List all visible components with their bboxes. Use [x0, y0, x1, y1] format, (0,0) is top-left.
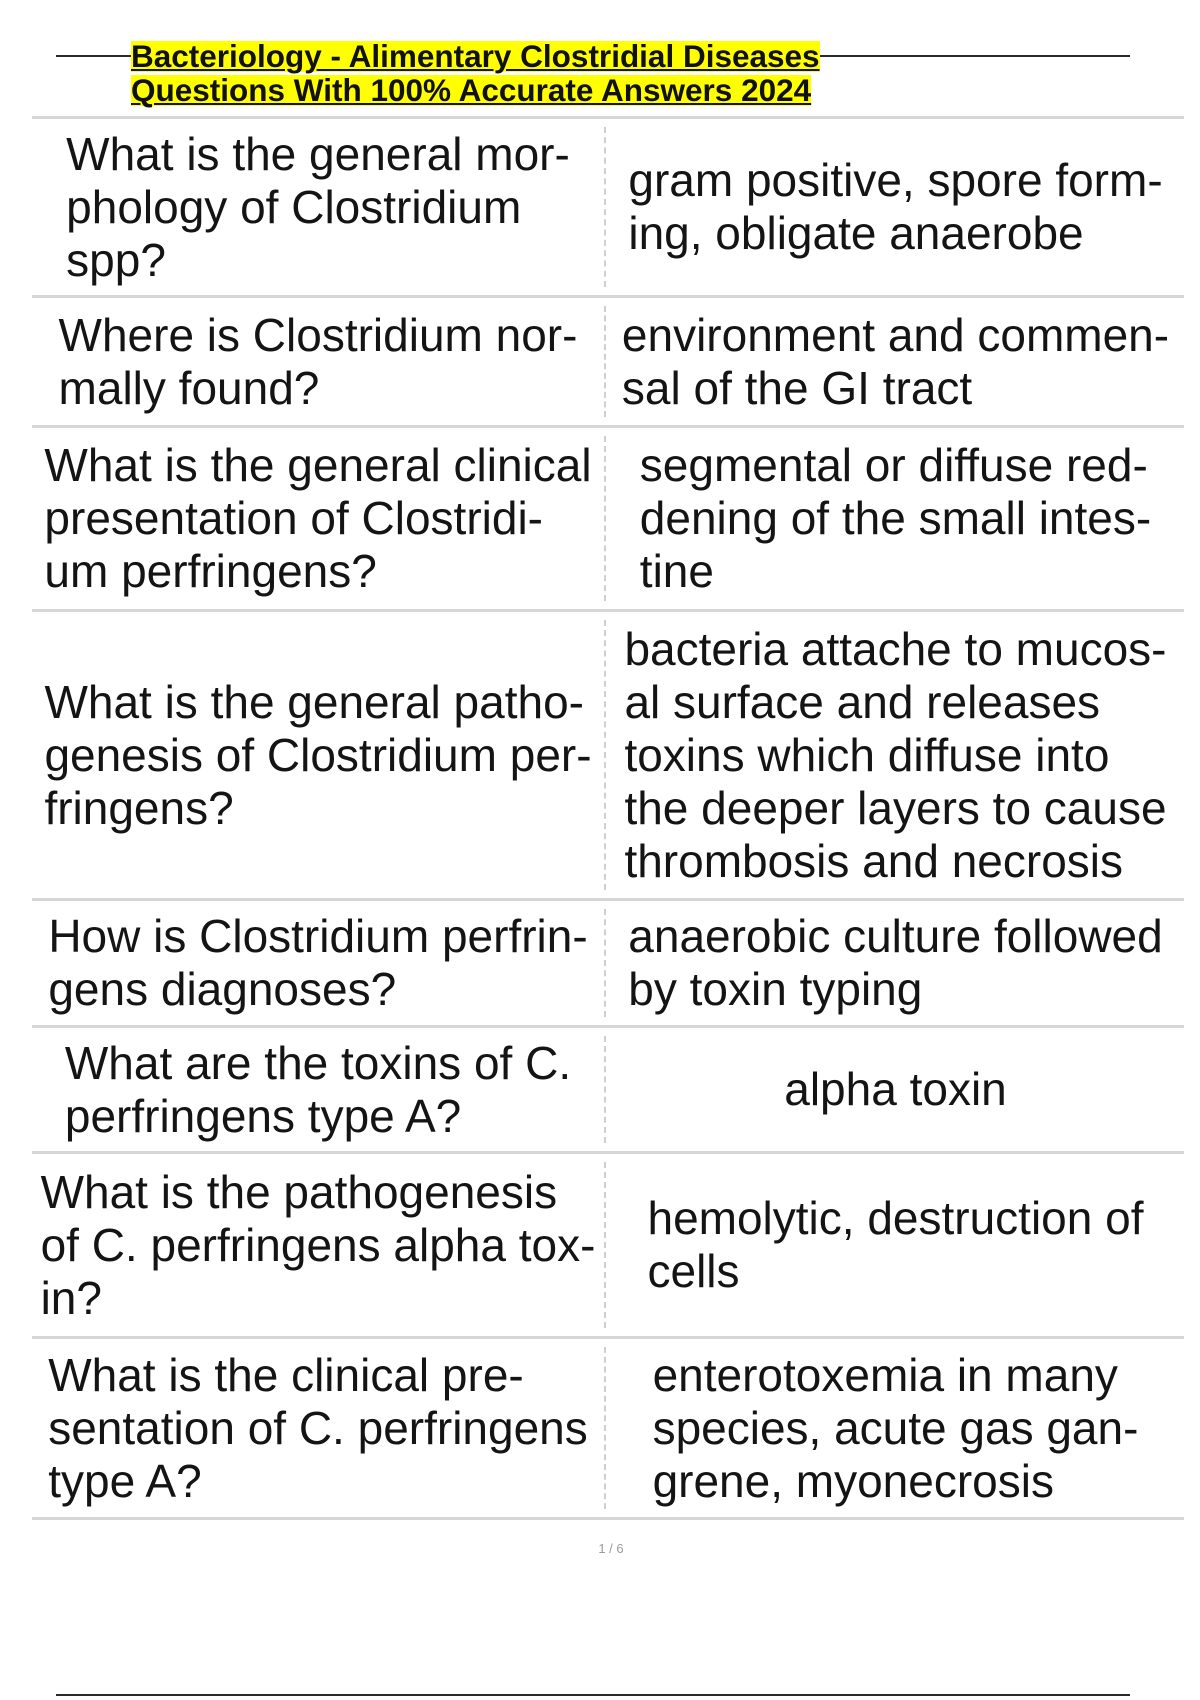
flashcard-row: [32, 428, 1184, 609]
question-line: What is the general mor-: [66, 127, 570, 180]
column-divider: [604, 1347, 606, 1509]
question-line: mally found?: [58, 361, 320, 414]
flashcard-row: [32, 298, 1184, 425]
answer-line: species, acute gas gan-: [652, 1401, 1139, 1454]
answer-cell: [607, 298, 1184, 425]
question-line: of C. perfringens alpha tox-: [40, 1218, 596, 1271]
question-text: [41, 1166, 596, 1325]
answer-cell: [607, 1154, 1184, 1336]
question-text: [59, 309, 578, 415]
question-text: [65, 1037, 571, 1143]
answer-line: the deeper layers to cause: [624, 781, 1167, 834]
question-cell: [32, 901, 604, 1025]
flashcard-row: [32, 1339, 1184, 1517]
question-cell: [32, 119, 604, 295]
answer-cell: [607, 1339, 1184, 1517]
question-cell: [32, 1154, 604, 1336]
column-divider: [604, 1036, 606, 1143]
title-line-text: Bacteriology - Alimentary Clostridial Diseases: [131, 38, 820, 74]
answer-text: [647, 1192, 1143, 1298]
flashcard-row: [32, 1028, 1184, 1151]
question-text: [44, 439, 591, 598]
question-line: What is the pathogenesis: [40, 1165, 558, 1218]
answer-line: by toxin typing: [628, 963, 923, 1015]
flashcard-row: [32, 901, 1184, 1025]
answer-text: [653, 1349, 1139, 1508]
answer-line: alpha toxin: [784, 1063, 1007, 1115]
question-line: fringens?: [44, 781, 234, 834]
row-separator: [32, 1517, 1184, 1520]
question-line: um perfringens?: [44, 545, 377, 597]
flashcard-row: [32, 119, 1184, 295]
question-line: type A?: [48, 1454, 202, 1507]
question-line: presentation of Clostridi-: [44, 492, 543, 544]
answer-cell: [607, 428, 1184, 609]
question-text: [66, 128, 570, 287]
answer-line: al surface and releases: [624, 675, 1101, 728]
question-cell: [32, 1028, 604, 1151]
answer-line: ing, obligate anaerobe: [628, 207, 1084, 259]
footer-rule: [56, 1694, 1130, 1696]
column-divider: [604, 436, 606, 601]
title-line: [131, 38, 820, 72]
answer-line: hemolytic, destruction of: [647, 1192, 1144, 1244]
answer-line: cells: [647, 1245, 740, 1297]
question-line: spp?: [66, 233, 166, 286]
answer-line: environment and commen-: [621, 308, 1170, 361]
answer-text: [622, 309, 1169, 415]
question-line: What is the general clinical: [44, 439, 592, 491]
page-number: 1 / 6: [598, 1541, 624, 1556]
question-line: perfringens type A?: [64, 1089, 462, 1142]
column-divider: [604, 127, 606, 287]
answer-text: [628, 154, 1162, 260]
question-line: How is Clostridium perfrin-: [48, 910, 588, 962]
question-text: [48, 910, 587, 1016]
answer-text: [624, 623, 1166, 888]
title-line-text: Questions With 100% Accurate Answers 2024: [131, 72, 812, 108]
answer-line: thrombosis and necrosis: [624, 834, 1124, 887]
answer-line: sal of the GI tract: [621, 361, 973, 414]
document-title: [131, 38, 820, 106]
answer-text: [628, 910, 1162, 1016]
question-line: What are the toxins of C.: [64, 1036, 572, 1089]
question-line: phology of Clostridium: [66, 180, 522, 233]
question-cell: [32, 428, 604, 609]
answer-cell: [607, 901, 1184, 1025]
column-divider: [604, 620, 606, 890]
answer-line: bacteria attache to mucos-: [624, 622, 1167, 675]
column-divider: [604, 909, 606, 1017]
question-line: Where is Clostridium nor-: [58, 308, 578, 361]
answer-line: tine: [639, 545, 714, 597]
answer-line: toxins which diffuse into: [624, 728, 1110, 781]
question-text: [48, 1349, 588, 1508]
answer-line: gram positive, spore form-: [628, 154, 1163, 206]
question-cell: [32, 1339, 604, 1517]
answer-line: anaerobic culture followed: [628, 910, 1163, 962]
question-line: What is the general patho-: [44, 675, 584, 728]
question-line: gens diagnoses?: [48, 963, 397, 1015]
answer-line: segmental or diffuse red-: [639, 439, 1148, 491]
question-line: in?: [40, 1271, 102, 1324]
answer-line: dening of the small intes-: [639, 492, 1152, 544]
answer-line: grene, myonecrosis: [652, 1454, 1054, 1507]
question-cell: [32, 298, 604, 425]
answer-text: [640, 439, 1151, 598]
answer-line: enterotoxemia in many: [652, 1348, 1118, 1401]
question-line: sentation of C. perfringens: [48, 1401, 588, 1454]
answer-cell: [607, 119, 1184, 295]
flashcard-row: [32, 1154, 1184, 1336]
flashcard-row: [32, 612, 1184, 898]
question-cell: [32, 612, 604, 898]
answer-cell: [607, 1028, 1184, 1151]
answer-text: [784, 1063, 1007, 1116]
column-divider: [604, 306, 606, 417]
answer-cell: [607, 612, 1184, 898]
question-line: What is the clinical pre-: [48, 1348, 524, 1401]
column-divider: [604, 1162, 606, 1328]
question-line: genesis of Clostridium per-: [44, 728, 592, 781]
flashcard-table: [32, 116, 1184, 1520]
title-line: [131, 72, 820, 106]
question-text: [44, 676, 591, 835]
